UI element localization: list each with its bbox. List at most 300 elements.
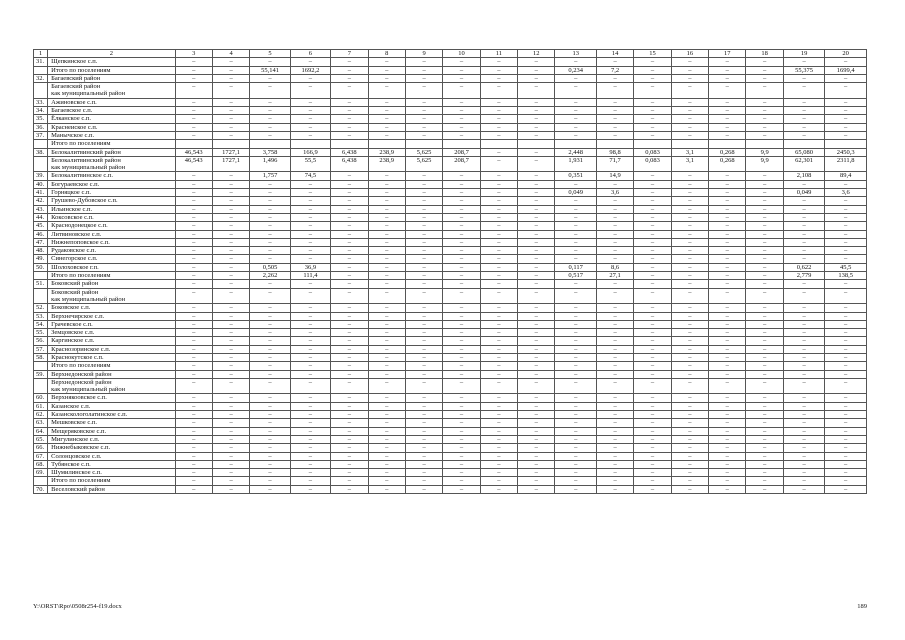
value-cell: – bbox=[480, 156, 517, 172]
value-cell: – bbox=[443, 74, 480, 82]
row-number: 58. bbox=[34, 353, 48, 361]
table-row bbox=[34, 131, 867, 139]
value-cell: – bbox=[825, 337, 867, 345]
value-cell: – bbox=[555, 230, 596, 238]
value-cell: – bbox=[405, 444, 442, 452]
value-cell: – bbox=[290, 427, 330, 435]
value-cell: – bbox=[290, 485, 330, 493]
value-cell: – bbox=[443, 180, 480, 188]
value-cell: – bbox=[368, 172, 405, 180]
value-cell: – bbox=[331, 280, 368, 288]
value-cell: – bbox=[746, 272, 783, 280]
value-cell: – bbox=[671, 197, 708, 205]
value-cell: – bbox=[480, 304, 517, 312]
table-row bbox=[34, 107, 867, 115]
value-cell: – bbox=[175, 362, 212, 370]
value-cell: – bbox=[634, 444, 671, 452]
value-cell: – bbox=[596, 180, 633, 188]
value-cell: – bbox=[709, 402, 746, 410]
value-cell: 1,757 bbox=[250, 172, 290, 180]
value-cell: – bbox=[368, 337, 405, 345]
row-name-line: Ильинское с.п. bbox=[51, 205, 93, 213]
value-cell: – bbox=[671, 74, 708, 82]
value-cell: – bbox=[783, 107, 824, 115]
value-cell: – bbox=[290, 329, 330, 337]
value-cell: – bbox=[331, 362, 368, 370]
value-cell: – bbox=[443, 263, 480, 271]
value-cell: 208,7 bbox=[443, 148, 480, 156]
value-cell: – bbox=[331, 115, 368, 123]
row-name bbox=[48, 477, 175, 485]
value-cell: – bbox=[783, 247, 824, 255]
value-cell: – bbox=[825, 444, 867, 452]
value-cell: – bbox=[405, 485, 442, 493]
value-cell: – bbox=[555, 58, 596, 66]
value-cell: – bbox=[480, 460, 517, 468]
header-cell: 14 bbox=[596, 50, 633, 58]
row-name bbox=[48, 320, 175, 328]
row-number: 37. bbox=[34, 131, 48, 139]
value-cell: 0,049 bbox=[783, 189, 824, 197]
value-cell: – bbox=[290, 337, 330, 345]
value-cell: – bbox=[746, 435, 783, 443]
row-name-line: Мешковское с.п. bbox=[51, 419, 97, 427]
value-cell: – bbox=[518, 394, 555, 402]
document-page bbox=[33, 49, 867, 494]
value-cell: – bbox=[405, 427, 442, 435]
row-name-line: как муниципальный район bbox=[51, 164, 126, 172]
value-cell: – bbox=[480, 477, 517, 485]
value-cell: – bbox=[825, 312, 867, 320]
value-cell: – bbox=[175, 107, 212, 115]
value-cell: – bbox=[480, 435, 517, 443]
value-cell: – bbox=[250, 247, 290, 255]
table-row bbox=[34, 435, 867, 443]
value-cell bbox=[331, 140, 368, 148]
value-cell: – bbox=[368, 378, 405, 394]
value-cell: – bbox=[783, 337, 824, 345]
value-cell: – bbox=[783, 469, 824, 477]
value-cell: – bbox=[368, 180, 405, 188]
row-number: 47. bbox=[34, 238, 48, 246]
value-cell: – bbox=[368, 222, 405, 230]
value-cell: – bbox=[825, 238, 867, 246]
row-name-line: Каргинское с.п. bbox=[51, 337, 95, 345]
value-cell: – bbox=[634, 320, 671, 328]
value-cell: – bbox=[783, 345, 824, 353]
value-cell: – bbox=[671, 353, 708, 361]
row-number: 70. bbox=[34, 485, 48, 493]
row-name bbox=[48, 197, 175, 205]
value-cell: – bbox=[518, 411, 555, 419]
table-row bbox=[34, 288, 867, 304]
value-cell: – bbox=[212, 469, 249, 477]
value-cell: – bbox=[555, 238, 596, 246]
value-cell: – bbox=[480, 378, 517, 394]
value-cell: – bbox=[634, 247, 671, 255]
value-cell: – bbox=[443, 123, 480, 131]
value-cell: – bbox=[596, 419, 633, 427]
value-cell: – bbox=[746, 485, 783, 493]
value-cell: – bbox=[671, 427, 708, 435]
value-cell: – bbox=[825, 58, 867, 66]
value-cell: – bbox=[783, 304, 824, 312]
value-cell: – bbox=[671, 238, 708, 246]
value-cell: – bbox=[746, 205, 783, 213]
value-cell: – bbox=[331, 444, 368, 452]
value-cell: – bbox=[290, 402, 330, 410]
value-cell: – bbox=[671, 411, 708, 419]
header-cell: 7 bbox=[331, 50, 368, 58]
value-cell: – bbox=[368, 288, 405, 304]
value-cell: – bbox=[405, 263, 442, 271]
value-cell: – bbox=[783, 98, 824, 106]
value-cell: – bbox=[634, 74, 671, 82]
value-cell: – bbox=[175, 189, 212, 197]
row-name-line: Казанскологолатинское с.п. bbox=[51, 411, 128, 419]
value-cell: – bbox=[480, 272, 517, 280]
value-cell: – bbox=[746, 337, 783, 345]
table-row bbox=[34, 312, 867, 320]
value-cell: – bbox=[709, 419, 746, 427]
value-cell: – bbox=[634, 370, 671, 378]
row-name-line: как муниципальный район bbox=[51, 90, 126, 98]
value-cell: – bbox=[634, 222, 671, 230]
value-cell: – bbox=[290, 288, 330, 304]
row-number: 44. bbox=[34, 213, 48, 221]
value-cell: – bbox=[405, 452, 442, 460]
value-cell: – bbox=[175, 115, 212, 123]
value-cell: – bbox=[175, 58, 212, 66]
value-cell: – bbox=[596, 304, 633, 312]
row-number: 59. bbox=[34, 370, 48, 378]
value-cell: – bbox=[709, 280, 746, 288]
value-cell: – bbox=[783, 427, 824, 435]
value-cell: – bbox=[368, 353, 405, 361]
row-number: 45. bbox=[34, 222, 48, 230]
value-cell: – bbox=[443, 452, 480, 460]
row-name-line: Верхнечирское с.п. bbox=[51, 312, 105, 320]
value-cell: – bbox=[671, 362, 708, 370]
value-cell: – bbox=[518, 345, 555, 353]
row-name bbox=[48, 411, 175, 419]
value-cell: – bbox=[250, 320, 290, 328]
value-cell: 0,268 bbox=[709, 156, 746, 172]
value-cell: – bbox=[443, 370, 480, 378]
value-cell: – bbox=[783, 238, 824, 246]
value-cell: – bbox=[671, 435, 708, 443]
row-number bbox=[34, 288, 48, 304]
value-cell: – bbox=[596, 444, 633, 452]
row-number: 53. bbox=[34, 312, 48, 320]
value-cell: – bbox=[671, 58, 708, 66]
value-cell: – bbox=[518, 353, 555, 361]
value-cell: – bbox=[634, 427, 671, 435]
value-cell: – bbox=[518, 58, 555, 66]
value-cell: – bbox=[783, 320, 824, 328]
value-cell: – bbox=[746, 312, 783, 320]
value-cell: – bbox=[746, 362, 783, 370]
value-cell: – bbox=[634, 288, 671, 304]
value-cell: – bbox=[596, 230, 633, 238]
value-cell: – bbox=[746, 427, 783, 435]
value-cell: – bbox=[671, 460, 708, 468]
row-name bbox=[48, 394, 175, 402]
value-cell: – bbox=[634, 180, 671, 188]
value-cell: – bbox=[368, 83, 405, 99]
value-cell: – bbox=[783, 74, 824, 82]
value-cell: – bbox=[671, 337, 708, 345]
row-name bbox=[48, 189, 175, 197]
value-cell: – bbox=[175, 460, 212, 468]
table-row bbox=[34, 213, 867, 221]
value-cell: – bbox=[250, 83, 290, 99]
row-name bbox=[48, 288, 175, 304]
value-cell: – bbox=[634, 402, 671, 410]
value-cell: 5,625 bbox=[405, 148, 442, 156]
value-cell: – bbox=[671, 288, 708, 304]
value-cell: – bbox=[596, 280, 633, 288]
value-cell: 27,1 bbox=[596, 272, 633, 280]
row-number: 68. bbox=[34, 460, 48, 468]
value-cell: – bbox=[746, 452, 783, 460]
value-cell: – bbox=[443, 247, 480, 255]
value-cell: – bbox=[596, 74, 633, 82]
value-cell: – bbox=[405, 115, 442, 123]
value-cell: – bbox=[746, 197, 783, 205]
row-number bbox=[34, 477, 48, 485]
value-cell: – bbox=[825, 107, 867, 115]
value-cell: – bbox=[212, 435, 249, 443]
value-cell: – bbox=[250, 345, 290, 353]
value-cell: – bbox=[212, 230, 249, 238]
row-name bbox=[48, 337, 175, 345]
value-cell: – bbox=[212, 115, 249, 123]
value-cell: – bbox=[331, 469, 368, 477]
value-cell: – bbox=[368, 115, 405, 123]
value-cell: – bbox=[825, 477, 867, 485]
row-number: 63. bbox=[34, 419, 48, 427]
table-row bbox=[34, 123, 867, 131]
value-cell: – bbox=[405, 329, 442, 337]
value-cell: – bbox=[175, 247, 212, 255]
value-cell: – bbox=[746, 469, 783, 477]
value-cell: – bbox=[250, 189, 290, 197]
value-cell: 3,1 bbox=[671, 156, 708, 172]
value-cell: – bbox=[518, 180, 555, 188]
value-cell: – bbox=[709, 83, 746, 99]
row-name bbox=[48, 444, 175, 452]
value-cell: – bbox=[331, 353, 368, 361]
value-cell: – bbox=[290, 222, 330, 230]
value-cell: – bbox=[634, 205, 671, 213]
header-cell: 12 bbox=[518, 50, 555, 58]
row-number: 46. bbox=[34, 230, 48, 238]
value-cell: – bbox=[634, 378, 671, 394]
value-cell: – bbox=[368, 58, 405, 66]
value-cell: – bbox=[250, 444, 290, 452]
row-number: 40. bbox=[34, 180, 48, 188]
value-cell: – bbox=[175, 205, 212, 213]
row-number: 50. bbox=[34, 263, 48, 271]
value-cell: – bbox=[405, 419, 442, 427]
value-cell: – bbox=[368, 469, 405, 477]
value-cell: – bbox=[671, 320, 708, 328]
value-cell: – bbox=[443, 353, 480, 361]
value-cell: – bbox=[709, 205, 746, 213]
value-cell: 238,9 bbox=[368, 148, 405, 156]
value-cell: – bbox=[746, 230, 783, 238]
row-name bbox=[48, 74, 175, 82]
row-name bbox=[48, 123, 175, 131]
value-cell: – bbox=[518, 312, 555, 320]
row-name bbox=[48, 427, 175, 435]
value-cell: – bbox=[443, 83, 480, 99]
value-cell: – bbox=[746, 304, 783, 312]
value-cell: – bbox=[175, 435, 212, 443]
value-cell: – bbox=[518, 222, 555, 230]
value-cell: – bbox=[825, 247, 867, 255]
table-row bbox=[34, 411, 867, 419]
value-cell: – bbox=[405, 312, 442, 320]
value-cell: 45,5 bbox=[825, 263, 867, 271]
value-cell: – bbox=[331, 477, 368, 485]
value-cell: – bbox=[555, 115, 596, 123]
value-cell: – bbox=[250, 115, 290, 123]
value-cell: – bbox=[250, 394, 290, 402]
value-cell: – bbox=[555, 288, 596, 304]
value-cell: – bbox=[331, 247, 368, 255]
value-cell: – bbox=[825, 485, 867, 493]
value-cell: – bbox=[634, 131, 671, 139]
value-cell: – bbox=[825, 329, 867, 337]
value-cell: – bbox=[368, 272, 405, 280]
value-cell: – bbox=[555, 180, 596, 188]
value-cell: – bbox=[480, 320, 517, 328]
value-cell: – bbox=[368, 238, 405, 246]
value-cell: – bbox=[596, 222, 633, 230]
row-name-line: Богураевское с.п. bbox=[51, 180, 100, 188]
value-cell: – bbox=[634, 83, 671, 99]
header-cell: 8 bbox=[368, 50, 405, 58]
value-cell: – bbox=[212, 58, 249, 66]
value-cell: 2,448 bbox=[555, 148, 596, 156]
value-cell: – bbox=[250, 304, 290, 312]
row-name bbox=[48, 66, 175, 74]
value-cell: 2,262 bbox=[250, 272, 290, 280]
value-cell: – bbox=[331, 172, 368, 180]
value-cell: – bbox=[555, 247, 596, 255]
value-cell: – bbox=[671, 469, 708, 477]
value-cell: – bbox=[331, 411, 368, 419]
value-cell: – bbox=[175, 83, 212, 99]
value-cell: – bbox=[405, 107, 442, 115]
row-number bbox=[34, 83, 48, 99]
row-name bbox=[48, 280, 175, 288]
value-cell: – bbox=[671, 304, 708, 312]
table-row bbox=[34, 66, 867, 74]
value-cell: – bbox=[555, 329, 596, 337]
value-cell: – bbox=[634, 107, 671, 115]
value-cell: – bbox=[596, 255, 633, 263]
value-cell: – bbox=[480, 402, 517, 410]
value-cell: – bbox=[175, 378, 212, 394]
value-cell: – bbox=[212, 83, 249, 99]
table-row bbox=[34, 469, 867, 477]
value-cell: – bbox=[212, 427, 249, 435]
value-cell: – bbox=[555, 312, 596, 320]
value-cell: – bbox=[634, 280, 671, 288]
value-cell: – bbox=[212, 238, 249, 246]
value-cell: 89,4 bbox=[825, 172, 867, 180]
value-cell: – bbox=[250, 222, 290, 230]
value-cell: – bbox=[405, 435, 442, 443]
value-cell: – bbox=[634, 98, 671, 106]
table-row bbox=[34, 402, 867, 410]
value-cell: – bbox=[825, 353, 867, 361]
row-number: 31. bbox=[34, 58, 48, 66]
value-cell: – bbox=[480, 469, 517, 477]
value-cell: – bbox=[783, 485, 824, 493]
value-cell: – bbox=[555, 345, 596, 353]
value-cell: – bbox=[290, 353, 330, 361]
value-cell: – bbox=[175, 238, 212, 246]
value-cell: – bbox=[368, 402, 405, 410]
value-cell: – bbox=[596, 469, 633, 477]
value-cell: 9,9 bbox=[746, 156, 783, 172]
footer-page-number: 189 bbox=[857, 603, 867, 610]
value-cell: – bbox=[518, 115, 555, 123]
value-cell bbox=[405, 140, 442, 148]
value-cell: 0,505 bbox=[250, 263, 290, 271]
value-cell: – bbox=[175, 469, 212, 477]
value-cell: – bbox=[634, 272, 671, 280]
value-cell: 46,543 bbox=[175, 148, 212, 156]
row-name-line: Грушево-Дубовское с.п. bbox=[51, 197, 118, 205]
row-name-line: Коксовское с.п. bbox=[51, 213, 94, 221]
value-cell: – bbox=[480, 427, 517, 435]
value-cell: 62,301 bbox=[783, 156, 824, 172]
value-cell: – bbox=[405, 58, 442, 66]
value-cell: – bbox=[671, 378, 708, 394]
value-cell: – bbox=[250, 452, 290, 460]
value-cell: 2,779 bbox=[783, 272, 824, 280]
value-cell: – bbox=[555, 131, 596, 139]
value-cell: – bbox=[405, 288, 442, 304]
value-cell: – bbox=[746, 477, 783, 485]
value-cell: – bbox=[331, 402, 368, 410]
value-cell: 9,9 bbox=[746, 148, 783, 156]
value-cell: – bbox=[596, 205, 633, 213]
value-cell: 1,931 bbox=[555, 156, 596, 172]
value-cell: – bbox=[634, 213, 671, 221]
value-cell: – bbox=[368, 131, 405, 139]
value-cell: – bbox=[480, 444, 517, 452]
value-cell: – bbox=[555, 444, 596, 452]
value-cell: – bbox=[709, 469, 746, 477]
row-name-line: Щепкинское с.п. bbox=[51, 58, 98, 66]
value-cell: – bbox=[783, 213, 824, 221]
value-cell: – bbox=[250, 402, 290, 410]
value-cell: – bbox=[250, 107, 290, 115]
value-cell bbox=[443, 140, 480, 148]
value-cell: – bbox=[825, 98, 867, 106]
value-cell: – bbox=[596, 83, 633, 99]
value-cell: – bbox=[405, 247, 442, 255]
value-cell: – bbox=[518, 329, 555, 337]
value-cell: – bbox=[250, 230, 290, 238]
row-name-line: Итого по поселениям bbox=[51, 140, 111, 148]
